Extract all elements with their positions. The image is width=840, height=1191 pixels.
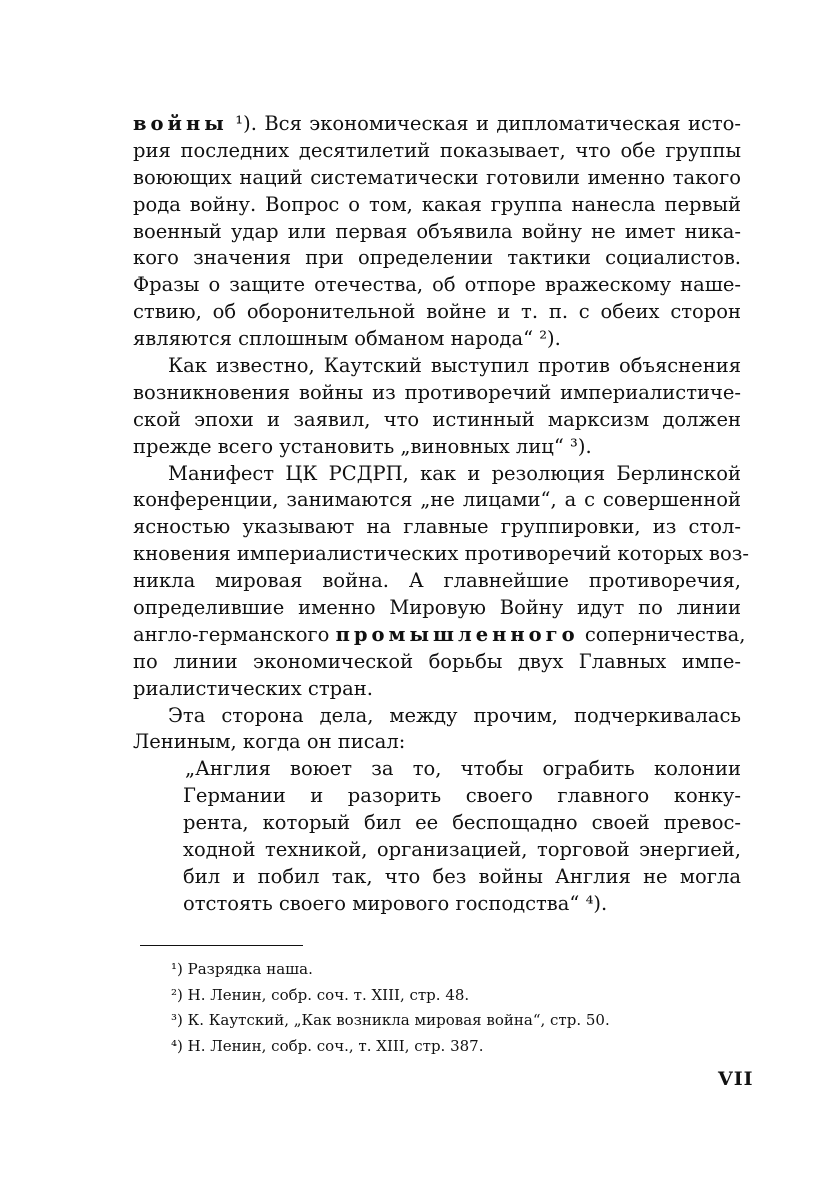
quote-line: отстоять своего мирового господства“ ⁴).: [183, 891, 608, 915]
text-line: англо-германского промышленного соперничества,: [133, 622, 746, 646]
text-line: являются сплошным обманом народа“ ²).: [133, 327, 561, 351]
paragraph-3: [133, 461, 749, 703]
text-line: Как известно, Каутский выступил против объяснения: [168, 354, 741, 378]
text-line: никла мировая война. А главнейшие противоречия,: [133, 569, 741, 593]
quote-line: бил и побил так, что без войны Англия не могла: [183, 864, 741, 888]
text-line: военный удар или первая объявила войну не имет ника-: [133, 219, 741, 243]
text-line: Манифест ЦК РСДРП, как и резолюция Берлинской: [168, 461, 741, 485]
page-number: VII: [718, 1068, 754, 1090]
text-line: риалистических стран.: [133, 676, 373, 700]
quote-line: Германии и разорить своего главного конку-: [183, 784, 741, 808]
text-line: воюющих наций систематически готовили именно такого: [133, 165, 741, 189]
text-line: возникновения войны из противоречий империалистиче-: [133, 380, 741, 404]
main-text: [133, 111, 749, 918]
footnotes: [171, 957, 691, 1059]
text-line: Лениным, когда он писал:: [133, 730, 406, 754]
text-line: ствию, об оборонительной войне и т. п. с обеих сторон: [133, 300, 741, 324]
footnote-3: ³) К. Каутский, „Как возникла мировая война“, стр. 50.: [171, 1011, 610, 1029]
footnote-2: ²) Н. Ленин, собр. соч. т. XIII, стр. 48.: [171, 985, 470, 1004]
text-line: ясностью указывают на главные группировки, из стол-: [133, 515, 741, 539]
text-line: кновения империалистических противоречий которых воз-: [133, 542, 749, 566]
text-line: войны ¹). Вся экономическая и дипломатическая исто-: [133, 112, 741, 135]
text-line: Фразы о защите отечества, об отпоре вражескому наше-: [133, 273, 741, 297]
text-line: рия последних десятилетий показывает, что обе группы: [133, 138, 741, 162]
text-line: прежде всего установить „виновных лиц“ ³).: [133, 434, 592, 458]
quote-line: ходной техникой, организацией, торговой энергией,: [183, 838, 741, 862]
footnote-divider: [140, 945, 303, 946]
block-quote: [133, 756, 741, 917]
footnote-4: ⁴) Н. Ленин, собр. соч., т. XIII, стр. 387.: [171, 1036, 484, 1055]
text-line: ской эпохи и заявил, что истинный марксизм должен: [133, 407, 741, 431]
text-line: Эта сторона дела, между прочим, подчеркивалась: [168, 703, 741, 727]
quote-line: „Англия воюет за то, чтобы ограбить колонии: [185, 757, 741, 781]
text-line: по линии экономической борьбы двух Главных импе-: [133, 649, 741, 673]
paragraph-2: [133, 353, 741, 461]
footnote-1: ¹) Разрядка наша.: [171, 960, 313, 978]
text-line: кого значения при определении тактики социалистов.: [133, 246, 741, 270]
text-line: конференции, занимаются „не лицами“, а с совершенной: [133, 488, 741, 512]
quote-line: рента, который бил ее беспощадно своей превос-: [183, 811, 741, 835]
text-line: рода войну. Вопрос о том, какая группа нанесла первый: [133, 192, 741, 216]
emphasized-word: промышленного: [335, 622, 579, 646]
paragraph-1: [133, 111, 741, 353]
emphasized-word: войны: [133, 112, 228, 135]
paragraph-4: [133, 703, 741, 757]
text-line: определившие именно Мировую Войну идут по линии: [133, 596, 741, 620]
